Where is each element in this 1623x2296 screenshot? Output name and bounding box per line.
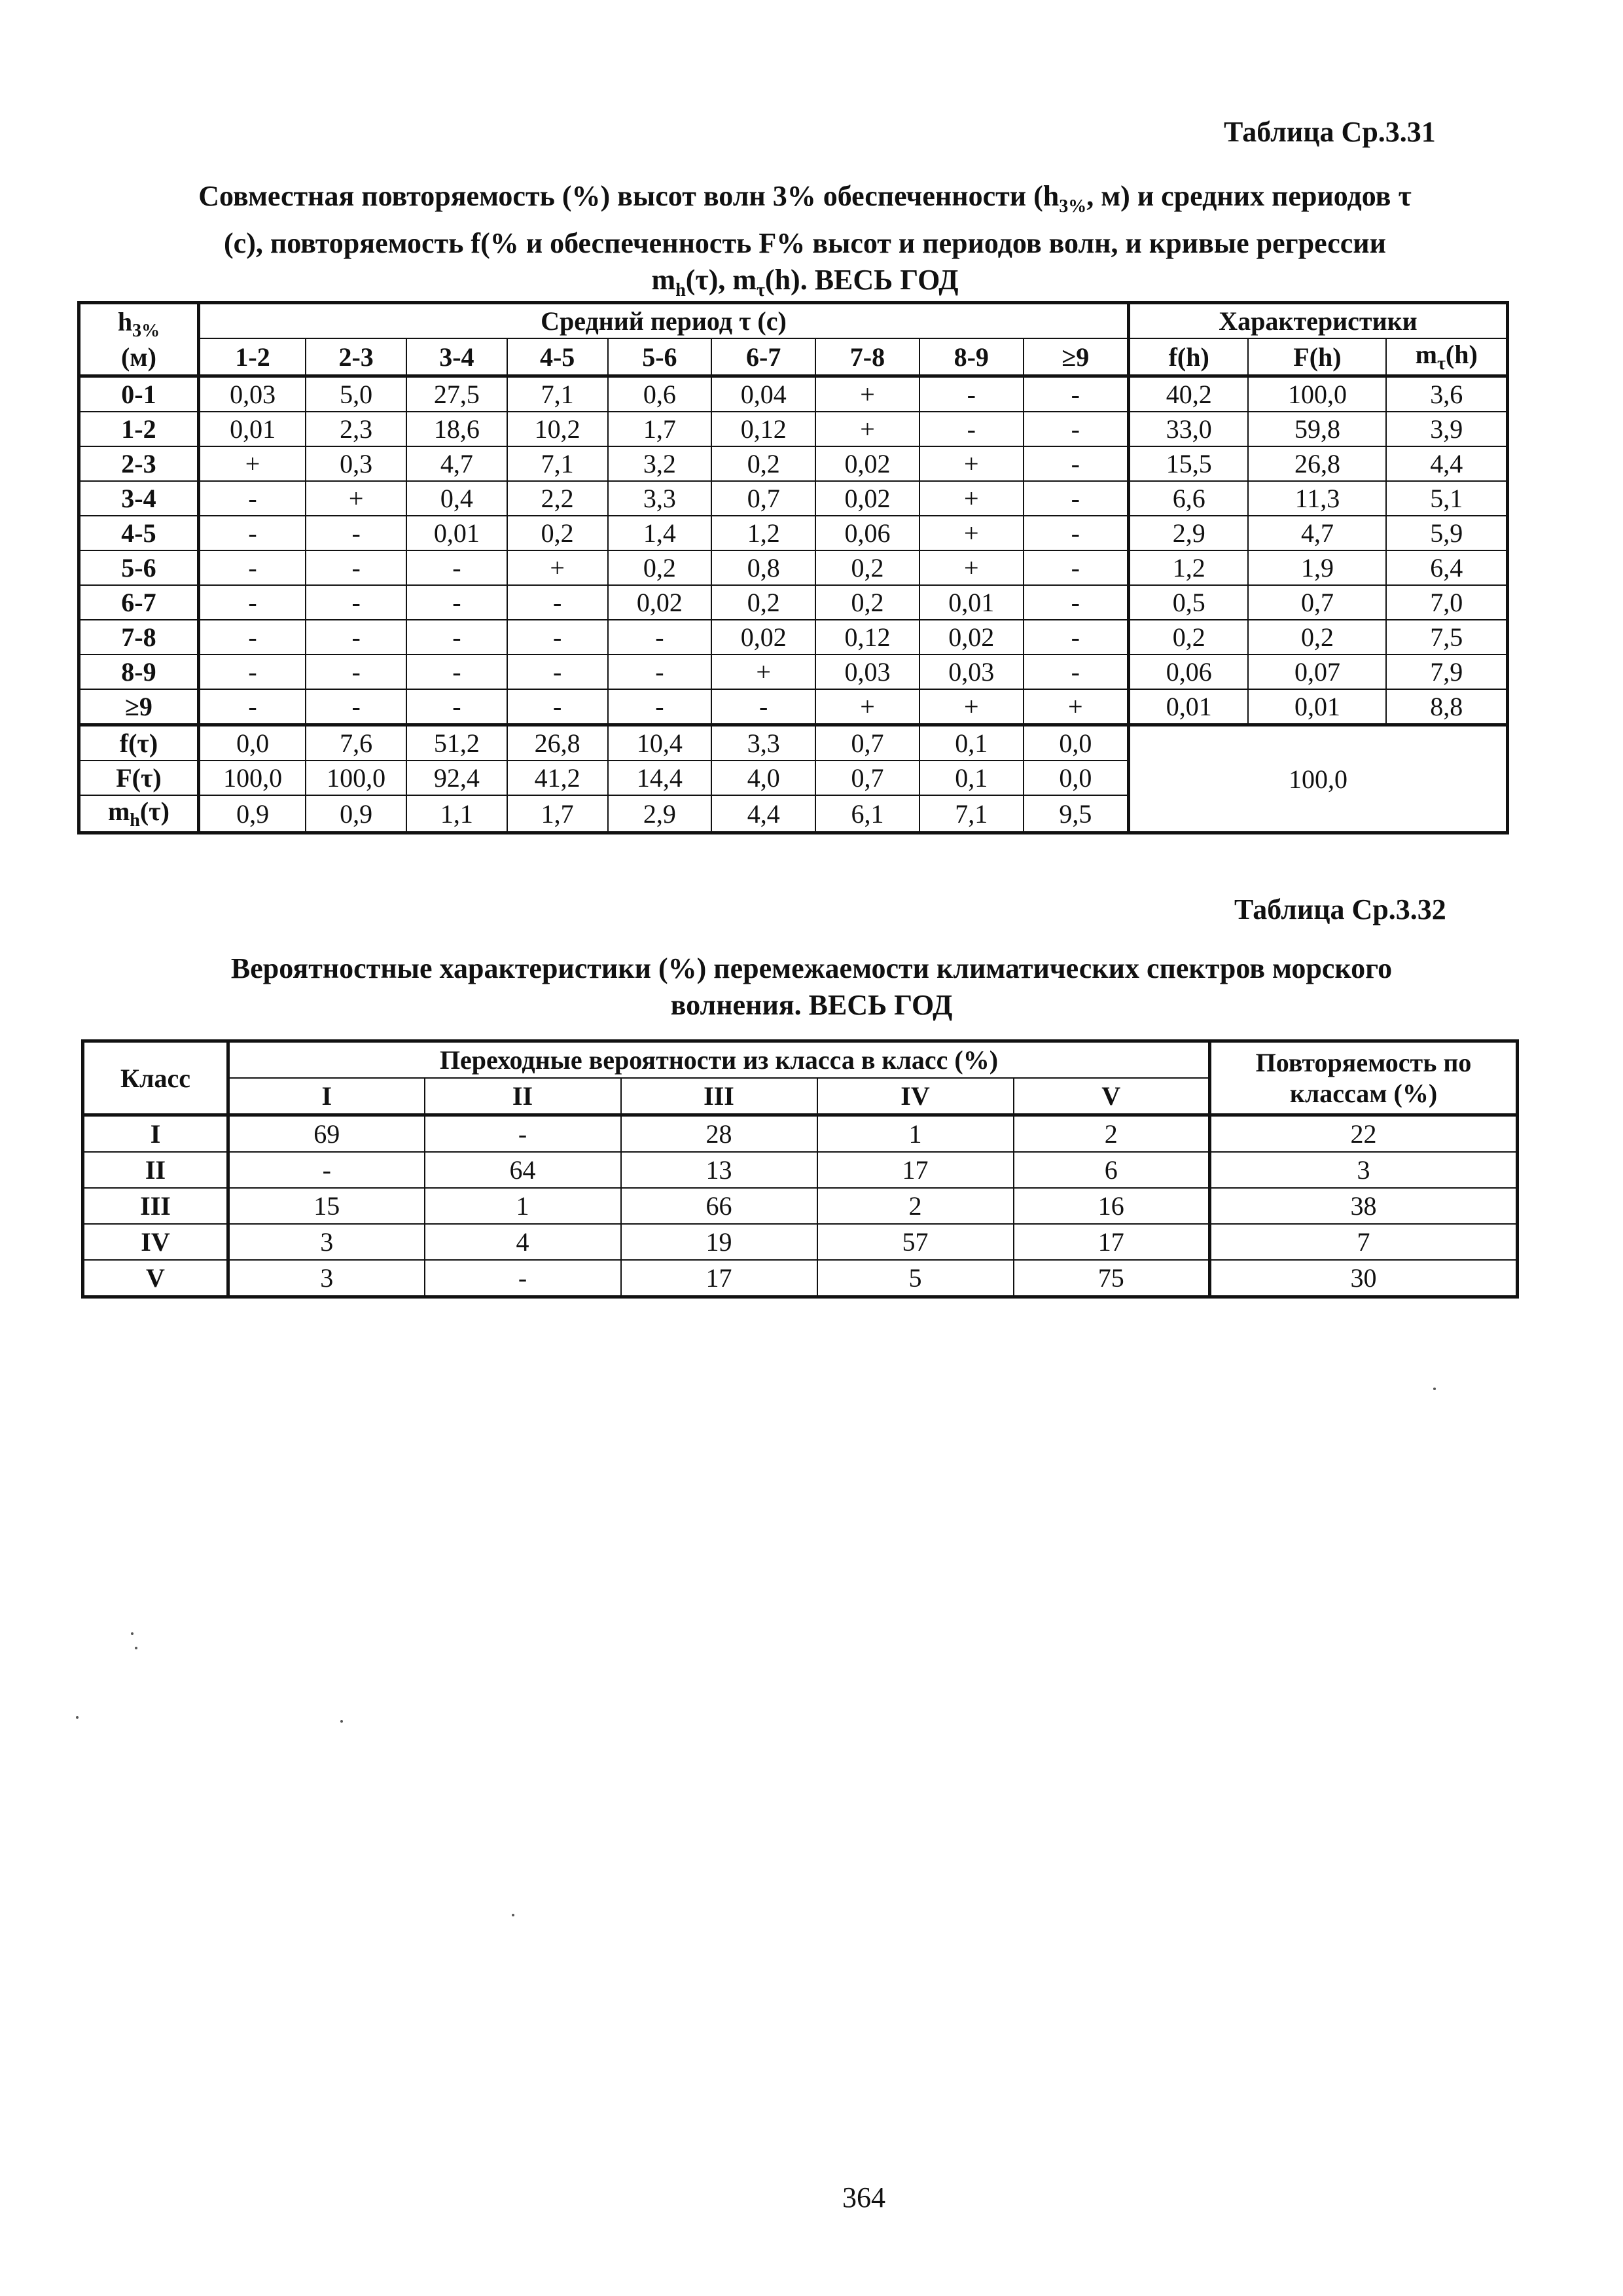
frequency-cell: - bbox=[406, 585, 507, 620]
scan-speck bbox=[1433, 1388, 1436, 1390]
transition-probability-cell: 17 bbox=[621, 1260, 817, 1297]
frequency-cell: 0,02 bbox=[815, 481, 919, 516]
characteristic-cell: 0,07 bbox=[1248, 655, 1386, 689]
summary-cell: 0,0 bbox=[198, 725, 306, 761]
class-cell: II bbox=[83, 1152, 228, 1188]
height-class-cell: 3-4 bbox=[79, 481, 199, 516]
period-column-header: 6-7 bbox=[711, 338, 815, 376]
frequency-cell: - bbox=[198, 585, 306, 620]
frequency-cell: 0,6 bbox=[608, 376, 712, 412]
characteristic-cell: 2,9 bbox=[1129, 516, 1249, 550]
frequency-cell: 0,7 bbox=[711, 481, 815, 516]
summary-row bbox=[79, 725, 1508, 761]
frequency-cell: - bbox=[406, 689, 507, 725]
characteristic-cell: 33,0 bbox=[1129, 412, 1249, 446]
summary-cell: 6,1 bbox=[815, 795, 919, 833]
frequency-cell: 10,2 bbox=[507, 412, 608, 446]
height-class-cell: 0-1 bbox=[79, 376, 199, 412]
class-column-header: II bbox=[425, 1078, 621, 1115]
frequency-cell: - bbox=[1024, 585, 1129, 620]
table-row bbox=[83, 1152, 1518, 1188]
transition-probability-cell: 6 bbox=[1014, 1152, 1210, 1188]
frequency-cell: + bbox=[507, 550, 608, 585]
height-class-cell: 4-5 bbox=[79, 516, 199, 550]
frequency-cell: 0,2 bbox=[815, 550, 919, 585]
table1-column-header-row bbox=[79, 338, 1508, 376]
summary-cell: 1,7 bbox=[507, 795, 608, 833]
characteristic-cell: 0,7 bbox=[1248, 585, 1386, 620]
summary-cell: 100,0 bbox=[306, 761, 406, 795]
class-cell: III bbox=[83, 1188, 228, 1224]
table-row bbox=[79, 376, 1508, 412]
summary-cell: 7,1 bbox=[919, 795, 1024, 833]
frequency-cell: - bbox=[406, 655, 507, 689]
transition-group-header: Переходные вероятности из класса в класс (%) bbox=[228, 1041, 1210, 1079]
height-class-cell: 5-6 bbox=[79, 550, 199, 585]
period-column-header: 5-6 bbox=[608, 338, 712, 376]
summary-cell: 3,3 bbox=[711, 725, 815, 761]
frequency-header: Повторяемость по классам (%) bbox=[1210, 1041, 1518, 1115]
frequency-cell: - bbox=[1024, 481, 1129, 516]
frequency-cell: 0,04 bbox=[711, 376, 815, 412]
characteristics-group-header: Характеристики bbox=[1129, 303, 1508, 339]
scan-speck bbox=[340, 1720, 343, 1723]
class-header: Класс bbox=[83, 1041, 228, 1115]
table1-label: Таблица Ср.3.31 bbox=[1224, 116, 1436, 148]
period-column-header: 4-5 bbox=[507, 338, 608, 376]
frequency-cell: - bbox=[1024, 550, 1129, 585]
height-corner-header: $h_{3\%}$ (м) bbox=[79, 303, 199, 376]
characteristic-cell: 3,6 bbox=[1386, 376, 1507, 412]
frequency-cell: 0,03 bbox=[198, 376, 306, 412]
table1 bbox=[77, 301, 1509, 834]
frequency-cell: - bbox=[608, 655, 712, 689]
frequency-cell: 0,2 bbox=[711, 585, 815, 620]
characteristic-cell: 8,8 bbox=[1386, 689, 1507, 725]
frequency-cell: - bbox=[1024, 446, 1129, 481]
characteristic-cell: 1,2 bbox=[1129, 550, 1249, 585]
characteristic-cell: 1,9 bbox=[1248, 550, 1386, 585]
summary-label-cell: $m_h(\tau)$ bbox=[79, 795, 199, 833]
frequency-cell: - bbox=[306, 516, 406, 550]
table-row bbox=[83, 1260, 1518, 1297]
scan-speck bbox=[512, 1914, 514, 1916]
page-number: 364 bbox=[842, 2181, 885, 2214]
frequency-cell: - bbox=[919, 412, 1024, 446]
class-frequency-cell: 3 bbox=[1210, 1152, 1518, 1188]
frequency-cell: 0,12 bbox=[815, 620, 919, 655]
table-row bbox=[79, 481, 1508, 516]
period-column-header: 3-4 bbox=[406, 338, 507, 376]
period-column-header: 8-9 bbox=[919, 338, 1024, 376]
frequency-cell: - bbox=[306, 689, 406, 725]
characteristic-cell: 4,7 bbox=[1248, 516, 1386, 550]
frequency-cell: 0,12 bbox=[711, 412, 815, 446]
height-class-cell: 2-3 bbox=[79, 446, 199, 481]
frequency-cell: 27,5 bbox=[406, 376, 507, 412]
frequency-cell: + bbox=[815, 376, 919, 412]
transition-probability-cell: 17 bbox=[1014, 1224, 1210, 1260]
frequency-cell: 2,3 bbox=[306, 412, 406, 446]
frequency-cell: - bbox=[306, 620, 406, 655]
transition-probability-cell: 64 bbox=[425, 1152, 621, 1188]
class-cell: V bbox=[83, 1260, 228, 1297]
frequency-cell: 0,3 bbox=[306, 446, 406, 481]
frequency-cell: - bbox=[306, 550, 406, 585]
transition-probability-cell: 17 bbox=[817, 1152, 1014, 1188]
class-cell: I bbox=[83, 1115, 228, 1153]
frequency-cell: 0,2 bbox=[608, 550, 712, 585]
frequency-cell: - bbox=[198, 655, 306, 689]
table-row bbox=[79, 516, 1508, 550]
frequency-cell: - bbox=[198, 620, 306, 655]
transition-probability-cell: 2 bbox=[817, 1188, 1014, 1224]
frequency-cell: - bbox=[507, 655, 608, 689]
frequency-cell: 1,4 bbox=[608, 516, 712, 550]
class-column-header: V bbox=[1014, 1078, 1210, 1115]
transition-probability-cell: 1 bbox=[425, 1188, 621, 1224]
frequency-cell: + bbox=[919, 689, 1024, 725]
class-column-header: III bbox=[621, 1078, 817, 1115]
characteristic-cell: 0,01 bbox=[1129, 689, 1249, 725]
summary-cell: 10,4 bbox=[608, 725, 712, 761]
table1-title-line2: (с), повторяемость f(% и обеспеченность F% высот и периодов волн, и кривые регрессии bbox=[224, 226, 1386, 259]
characteristic-column-header: $m_\tau(h)$ bbox=[1386, 338, 1507, 376]
table1-title-line1: Совместная повторяемость (%) высот волн 3% обеспеченности ($h_{3\%}$, м) и средних периодов τ bbox=[198, 180, 1412, 217]
summary-cell: 0,9 bbox=[306, 795, 406, 833]
frequency-cell: - bbox=[608, 689, 712, 725]
frequency-cell: - bbox=[507, 620, 608, 655]
frequency-cell: + bbox=[711, 655, 815, 689]
table1-body bbox=[79, 376, 1508, 833]
table-row bbox=[79, 689, 1508, 725]
frequency-cell: 0,02 bbox=[711, 620, 815, 655]
frequency-cell: 0,03 bbox=[919, 655, 1024, 689]
transition-probability-cell: 5 bbox=[817, 1260, 1014, 1297]
frequency-cell: 0,2 bbox=[815, 585, 919, 620]
characteristic-column-header: f(h) bbox=[1129, 338, 1249, 376]
table-row bbox=[79, 446, 1508, 481]
table-row bbox=[79, 655, 1508, 689]
characteristic-cell: 7,9 bbox=[1386, 655, 1507, 689]
summary-label-cell: F(τ) bbox=[79, 761, 199, 795]
frequency-cell: - bbox=[507, 689, 608, 725]
frequency-cell: 3,2 bbox=[608, 446, 712, 481]
transition-probability-cell: - bbox=[228, 1152, 425, 1188]
table-row bbox=[79, 412, 1508, 446]
summary-cell: 4,0 bbox=[711, 761, 815, 795]
frequency-cell: - bbox=[507, 585, 608, 620]
transition-probability-cell: 4 bbox=[425, 1224, 621, 1260]
table1-title bbox=[79, 178, 1531, 309]
characteristic-cell: 5,9 bbox=[1386, 516, 1507, 550]
table2-title-line2: волнения. ВЕСЬ ГОД bbox=[670, 989, 953, 1021]
frequency-cell: + bbox=[919, 481, 1024, 516]
frequency-cell: 0,8 bbox=[711, 550, 815, 585]
class-cell: IV bbox=[83, 1224, 228, 1260]
frequency-cell: - bbox=[198, 689, 306, 725]
frequency-cell: 7,1 bbox=[507, 376, 608, 412]
table1-title-line3: $m_h(\tau)$, $m_\tau(h)$. ВЕСЬ ГОД bbox=[651, 263, 959, 300]
frequency-cell: - bbox=[406, 620, 507, 655]
frequency-cell: - bbox=[198, 550, 306, 585]
frequency-cell: - bbox=[711, 689, 815, 725]
period-column-header: ≥9 bbox=[1024, 338, 1129, 376]
scan-speck bbox=[76, 1716, 79, 1719]
scan-speck bbox=[135, 1647, 137, 1649]
frequency-cell: 0,03 bbox=[815, 655, 919, 689]
transition-probability-cell: 1 bbox=[817, 1115, 1014, 1153]
frequency-cell: - bbox=[406, 550, 507, 585]
frequency-cell: + bbox=[919, 550, 1024, 585]
frequency-cell: 1,7 bbox=[608, 412, 712, 446]
summary-cell: 14,4 bbox=[608, 761, 712, 795]
frequency-cell: 5,0 bbox=[306, 376, 406, 412]
class-column-header: IV bbox=[817, 1078, 1014, 1115]
frequency-cell: 0,01 bbox=[198, 412, 306, 446]
class-frequency-cell: 38 bbox=[1210, 1188, 1518, 1224]
frequency-cell: - bbox=[608, 620, 712, 655]
frequency-cell: 0,02 bbox=[608, 585, 712, 620]
summary-cell: 7,6 bbox=[306, 725, 406, 761]
characteristic-cell: 0,5 bbox=[1129, 585, 1249, 620]
frequency-cell: 0,06 bbox=[815, 516, 919, 550]
frequency-cell: - bbox=[1024, 376, 1129, 412]
summary-cell: 0,9 bbox=[198, 795, 306, 833]
characteristic-cell: 0,2 bbox=[1248, 620, 1386, 655]
transition-probability-cell: 66 bbox=[621, 1188, 817, 1224]
frequency-cell: 0,2 bbox=[507, 516, 608, 550]
frequency-cell: 2,2 bbox=[507, 481, 608, 516]
frequency-cell: - bbox=[1024, 655, 1129, 689]
transition-probability-cell: 15 bbox=[228, 1188, 425, 1224]
summary-cell: 0,7 bbox=[815, 761, 919, 795]
transition-probability-cell: 57 bbox=[817, 1224, 1014, 1260]
table2-title bbox=[92, 950, 1531, 1024]
summary-cell: 100,0 bbox=[198, 761, 306, 795]
frequency-cell: - bbox=[1024, 412, 1129, 446]
summary-cell: 0,1 bbox=[919, 761, 1024, 795]
table-row bbox=[83, 1224, 1518, 1260]
characteristic-cell: 3,9 bbox=[1386, 412, 1507, 446]
transition-probability-cell: 19 bbox=[621, 1224, 817, 1260]
frequency-cell: 0,2 bbox=[711, 446, 815, 481]
period-column-header: 7-8 bbox=[815, 338, 919, 376]
summary-cell: 0,1 bbox=[919, 725, 1024, 761]
table-row bbox=[79, 585, 1508, 620]
scan-speck bbox=[131, 1632, 134, 1635]
summary-cell: 1,1 bbox=[406, 795, 507, 833]
class-frequency-cell: 22 bbox=[1210, 1115, 1518, 1153]
frequency-cell: + bbox=[815, 689, 919, 725]
transition-probability-cell: - bbox=[425, 1115, 621, 1153]
summary-cell: 26,8 bbox=[507, 725, 608, 761]
table-row bbox=[79, 550, 1508, 585]
class-frequency-cell: 7 bbox=[1210, 1224, 1518, 1260]
period-column-header: 1-2 bbox=[198, 338, 306, 376]
frequency-cell: - bbox=[306, 585, 406, 620]
frequency-cell: 18,6 bbox=[406, 412, 507, 446]
height-class-cell: 1-2 bbox=[79, 412, 199, 446]
transition-probability-cell: 69 bbox=[228, 1115, 425, 1153]
summary-cell: 9,5 bbox=[1024, 795, 1129, 833]
characteristic-column-header: F(h) bbox=[1248, 338, 1386, 376]
characteristic-cell: 0,01 bbox=[1248, 689, 1386, 725]
frequency-cell: + bbox=[815, 412, 919, 446]
frequency-cell: - bbox=[919, 376, 1024, 412]
table2-label: Таблица Ср.3.32 bbox=[1234, 893, 1446, 925]
transition-probability-cell: 3 bbox=[228, 1224, 425, 1260]
summary-cell: 0,0 bbox=[1024, 761, 1129, 795]
summary-cell: 51,2 bbox=[406, 725, 507, 761]
frequency-cell: 0,02 bbox=[815, 446, 919, 481]
frequency-cell: + bbox=[919, 516, 1024, 550]
height-class-cell: 8-9 bbox=[79, 655, 199, 689]
summary-cell: 41,2 bbox=[507, 761, 608, 795]
frequency-cell: 0,02 bbox=[919, 620, 1024, 655]
height-class-cell: ≥9 bbox=[79, 689, 199, 725]
characteristic-cell: 40,2 bbox=[1129, 376, 1249, 412]
transition-probability-cell: 13 bbox=[621, 1152, 817, 1188]
frequency-cell: - bbox=[306, 655, 406, 689]
characteristic-cell: 59,8 bbox=[1248, 412, 1386, 446]
height-class-cell: 7-8 bbox=[79, 620, 199, 655]
table2-title-line1: Вероятностные характеристики (%) перемежаемости климатических спектров морского bbox=[230, 952, 1393, 984]
transition-probability-cell: 28 bbox=[621, 1115, 817, 1153]
height-class-cell: 6-7 bbox=[79, 585, 199, 620]
characteristic-cell: 7,5 bbox=[1386, 620, 1507, 655]
transition-probability-cell: 3 bbox=[228, 1260, 425, 1297]
characteristic-cell: 4,4 bbox=[1386, 446, 1507, 481]
summary-cell: 92,4 bbox=[406, 761, 507, 795]
class-frequency-cell: 30 bbox=[1210, 1260, 1518, 1297]
class-column-header: I bbox=[228, 1078, 425, 1115]
table2 bbox=[81, 1039, 1519, 1299]
summary-cell: 0,0 bbox=[1024, 725, 1129, 761]
transition-probability-cell: 16 bbox=[1014, 1188, 1210, 1224]
transition-probability-cell: 75 bbox=[1014, 1260, 1210, 1297]
characteristic-cell: 6,6 bbox=[1129, 481, 1249, 516]
frequency-cell: + bbox=[1024, 689, 1129, 725]
table-row bbox=[79, 620, 1508, 655]
frequency-cell: - bbox=[198, 481, 306, 516]
frequency-cell: 3,3 bbox=[608, 481, 712, 516]
frequency-cell: 1,2 bbox=[711, 516, 815, 550]
characteristic-cell: 7,0 bbox=[1386, 585, 1507, 620]
frequency-cell: 0,4 bbox=[406, 481, 507, 516]
summary-label-cell: f(τ) bbox=[79, 725, 199, 761]
characteristic-cell: 6,4 bbox=[1386, 550, 1507, 585]
frequency-cell: 4,7 bbox=[406, 446, 507, 481]
frequency-cell: 7,1 bbox=[507, 446, 608, 481]
summary-cell: 4,4 bbox=[711, 795, 815, 833]
summary-total-cell: 100,0 bbox=[1129, 725, 1508, 833]
frequency-cell: 0,01 bbox=[406, 516, 507, 550]
summary-cell: 0,7 bbox=[815, 725, 919, 761]
frequency-cell: + bbox=[198, 446, 306, 481]
table-row bbox=[83, 1115, 1518, 1153]
characteristic-cell: 100,0 bbox=[1248, 376, 1386, 412]
characteristic-cell: 0,06 bbox=[1129, 655, 1249, 689]
table-row bbox=[83, 1188, 1518, 1224]
table2-body bbox=[83, 1115, 1518, 1297]
characteristic-cell: 11,3 bbox=[1248, 481, 1386, 516]
frequency-cell: - bbox=[198, 516, 306, 550]
characteristic-cell: 0,2 bbox=[1129, 620, 1249, 655]
frequency-cell: - bbox=[1024, 620, 1129, 655]
frequency-cell: - bbox=[1024, 516, 1129, 550]
summary-cell: 2,9 bbox=[608, 795, 712, 833]
frequency-cell: + bbox=[919, 446, 1024, 481]
characteristic-cell: 5,1 bbox=[1386, 481, 1507, 516]
transition-probability-cell: 2 bbox=[1014, 1115, 1210, 1153]
characteristic-cell: 26,8 bbox=[1248, 446, 1386, 481]
frequency-cell: + bbox=[306, 481, 406, 516]
period-group-header: Средний период τ (с) bbox=[198, 303, 1128, 339]
frequency-cell: 0,01 bbox=[919, 585, 1024, 620]
period-column-header: 2-3 bbox=[306, 338, 406, 376]
transition-probability-cell: - bbox=[425, 1260, 621, 1297]
characteristic-cell: 15,5 bbox=[1129, 446, 1249, 481]
